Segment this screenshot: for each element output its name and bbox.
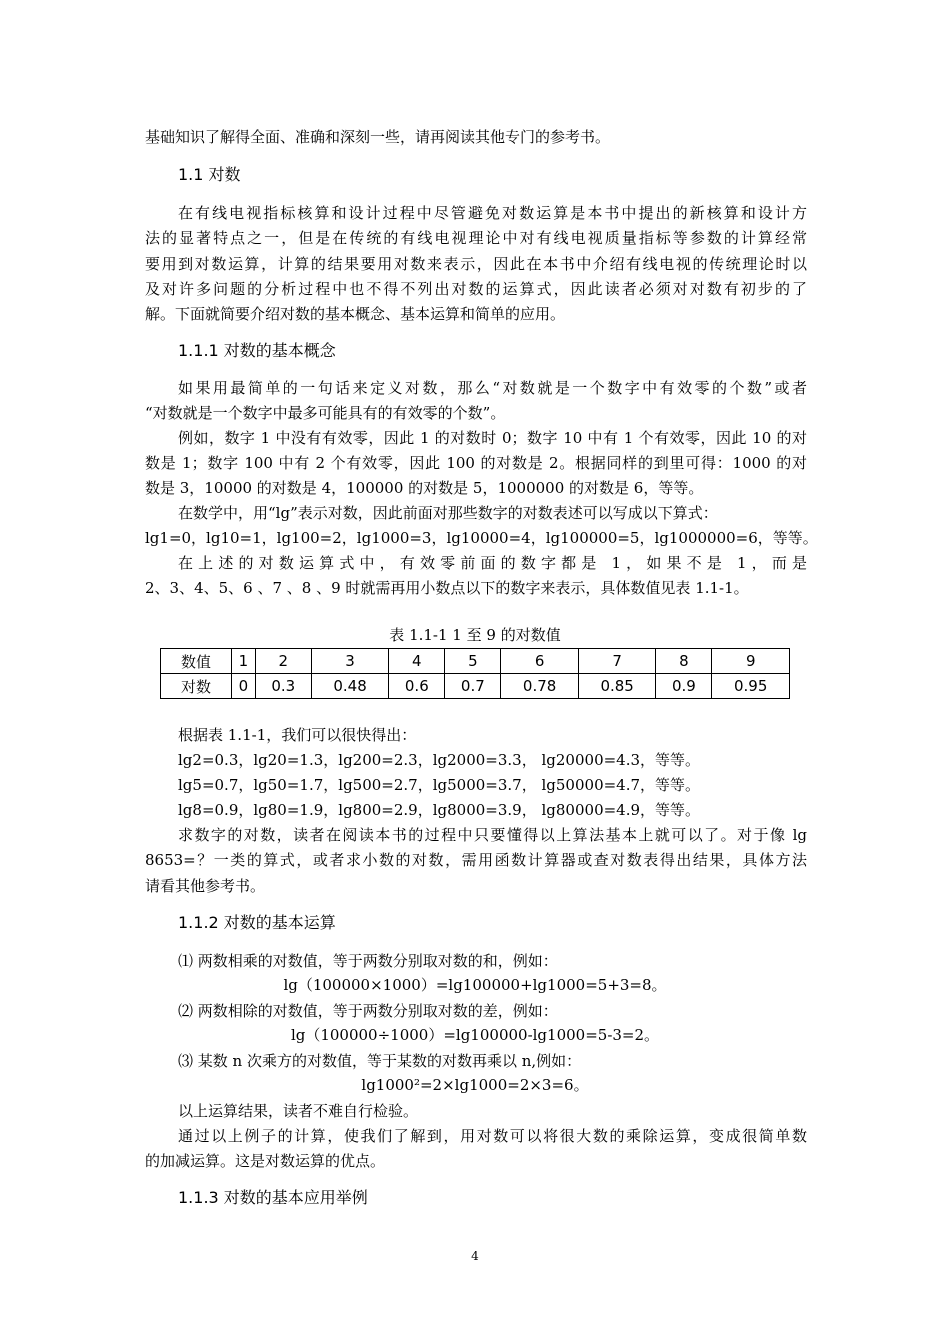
equation-line: lg8=0.9，lg80=1.9，lg800=2.9，lg8000=3.9， lg80000=4.9，等等。 [178,801,701,819]
section-heading-1-1-2: 1.1.2 对数的基本运算 [178,913,336,932]
paragraph-line: 基础知识了解得全面、准确和深刻一些，请再阅读其他专门的参考书。 [145,128,611,146]
paragraph-line: 通过以上例子的计算，使我们了解到，用对数可以将很大数的乘除运算，变成很简单数 [178,1127,807,1145]
paragraph-line: 的加减运算。这是对数运算的优点。 [145,1152,386,1170]
section-heading-1-1-3: 1.1.3 对数的基本应用举例 [178,1188,368,1207]
paragraph-line: 及对许多问题的分析过程中也不得不列出对数的运算式，因此读者必须对对数有初步的了 [145,280,807,298]
table-cell: 0.85 [578,674,656,699]
equation-line: lg2=0.3，lg20=1.3，lg200=2.3，lg2000=3.3， lg20000=4.3，等等。 [178,751,701,769]
formula-line: lg1000²=2×lg1000=2×3=6。 [361,1076,589,1094]
table-cell: 0.48 [311,674,389,699]
rule-line: ⑶ 某数 n 次乘方的对数值，等于某数的对数再乘以 n,例如： [178,1052,582,1070]
section-heading-1-1: 1.1 对数 [178,165,241,184]
formula-line: lg（100000×1000）=lg100000+lg1000=5+3=8。 [283,976,667,994]
table-row [161,649,790,674]
table-caption: 表 1.1-1 1 至 9 的对数值 [389,626,561,644]
paragraph-line: 以上运算结果，读者不难自行检验。 [178,1102,419,1120]
row-header-logs: 对数 [161,674,232,699]
table-cell: 7 [578,649,656,674]
paragraph-line: 在有线电视指标核算和设计过程中尽管避免对数运算是本书中提出的新核算和设计方 [178,204,807,222]
paragraph-line: 数是 3，10000 的对数是 4，100000 的对数是 5，1000000 的对数是 6，等等。 [145,479,704,497]
section-heading-1-1-1: 1.1.1 对数的基本概念 [178,341,336,360]
paragraph-line: 在数学中，用“lg”表示对数，因此前面对那些数字的对数表述可以写成以下算式： [178,504,718,522]
paragraph-line: 数是 1；数字 100 中有 2 个有效零，因此 100 的对数是 2。根据同样的到里可得：1000 的对 [145,454,807,472]
table-cell: 3 [311,649,389,674]
paragraph-line: 例如，数字 1 中没有有效零，因此 1 的对数时 0；数字 10 中有 1 个有效零，因此 10 的对 [178,429,807,447]
table-cell: 0 [232,674,256,699]
paragraph-line: 求数字的对数，读者在阅读本书的过程中只要懂得以上算法基本上就可以了。对于像 lg [178,826,807,844]
table-cell: 2 [255,649,311,674]
paragraph-line: 2、3、4、5、6 、7 、8 、9 时就需再用小数点以下的数字来表示，具体数值见表 1.1-1。 [145,579,749,597]
table-cell: 0.6 [389,674,445,699]
log-values-table [160,648,790,699]
table-cell: 0.3 [255,674,311,699]
paragraph-line: 要用到对数运算，计算的结果要用对数来表示，因此在本书中介绍有线电视的传统理论时以 [145,255,807,273]
row-header-numbers: 数值 [161,649,232,674]
paragraph-line: 如果用最简单的一句话来定义对数，那么“对数就是一个数字中有效零的个数”或者 [178,379,807,397]
table-cell: 0.9 [656,674,712,699]
paragraph-line: 请看其他参考书。 [145,877,266,895]
paragraph-line: 根据表 1.1-1，我们可以很快得出： [178,726,417,744]
table-cell: 5 [445,649,501,674]
table-cell: 1 [232,649,256,674]
paragraph-line: 8653=？一类的算式，或者求小数的对数，需用函数计算器或查对数表得出结果，具体方法 [145,851,807,869]
equation-line: lg5=0.7，lg50=1.7，lg500=2.7，lg5000=3.7， lg50000=4.7，等等。 [178,776,701,794]
table-cell: 8 [656,649,712,674]
paragraph-line: 在上述的对数运算式中，有效零前面的数字都是 1，如果不是 1，而是 [178,554,807,572]
table-cell: 0.7 [445,674,501,699]
paragraph-line: 解。下面就简要介绍对数的基本概念、基本运算和简单的应用。 [145,305,566,323]
table-cell: 4 [389,649,445,674]
rule-line: ⑵ 两数相除的对数值，等于两数分别取对数的差，例如： [178,1002,558,1020]
paragraph-line: 法的显著特点之一，但是在传统的有线电视理论中对有线电视质量指标等参数的计算经常 [145,229,807,247]
table-cell: 9 [712,649,790,674]
paragraph-line: lg1=0，lg10=1，lg100=2，lg1000=3，lg10000=4，lg100000=5，lg1000000=6，等等。 [145,529,818,547]
table-cell: 6 [501,649,579,674]
table-cell: 0.78 [501,674,579,699]
rule-line: ⑴ 两数相乘的对数值，等于两数分别取对数的和，例如： [178,952,558,970]
page-number: 4 [471,1249,479,1263]
table-cell: 0.95 [712,674,790,699]
formula-line: lg（100000÷1000）=lg100000-lg1000=5-3=2。 [290,1026,660,1044]
table-row [161,674,790,699]
paragraph-line: “对数就是一个数字中最多可能具有的有效零的个数”。 [145,404,506,422]
